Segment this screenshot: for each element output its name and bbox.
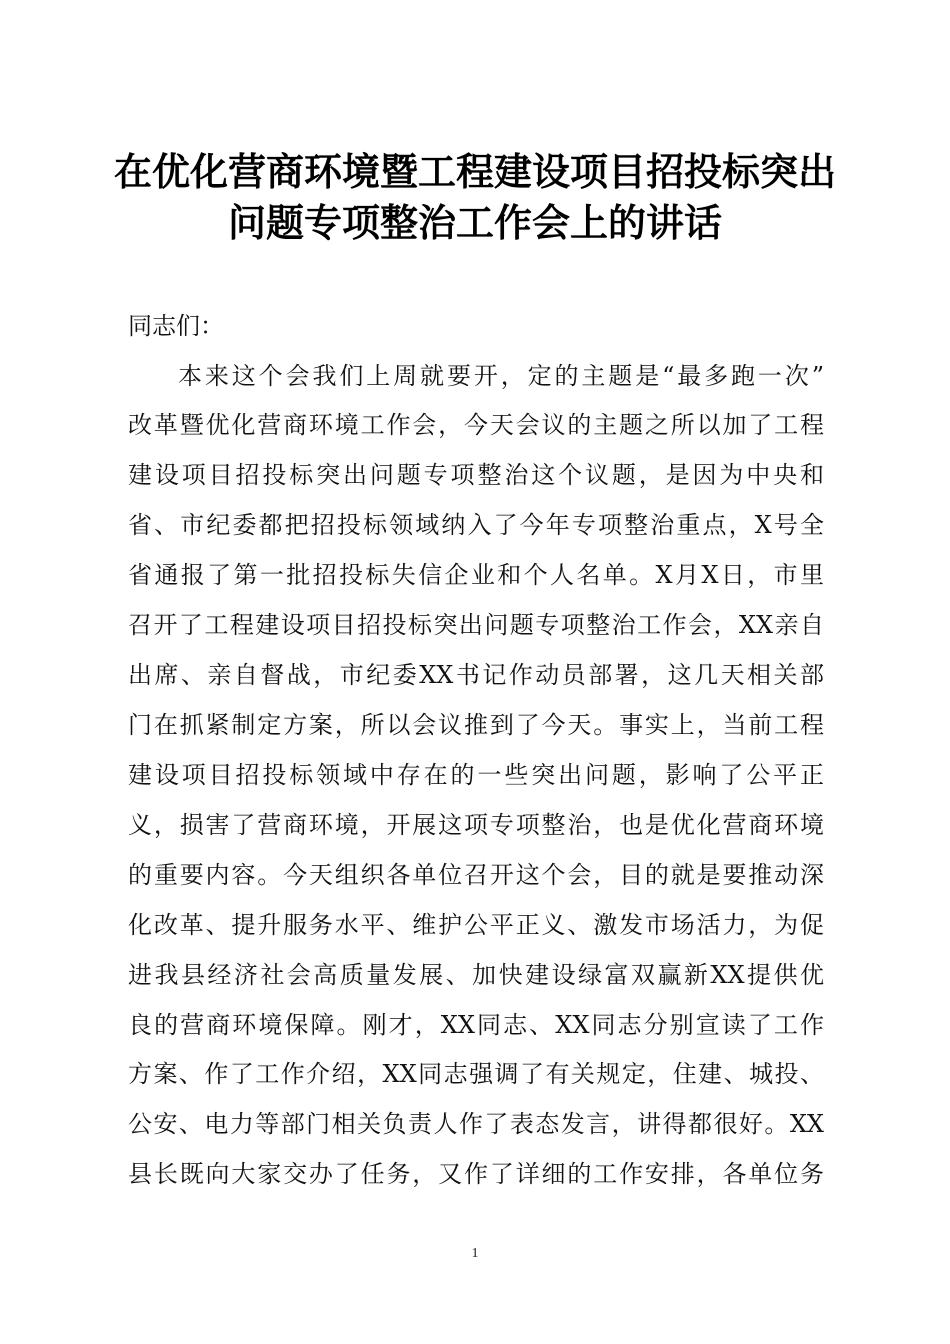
body-line: 义，损害了营商环境，开展这项专项整治，也是优化营商环境 (128, 811, 824, 839)
body-line: 进我县经济社会高质量发展、加快建设绿富双赢新XX提供优 (128, 961, 824, 989)
body-line: 良的营商环境保障。刚才，XX同志、XX同志分别宣读了工作 (128, 1011, 824, 1039)
body-line: 的重要内容。今天组织各单位召开这个会，目的就是要推动深 (128, 861, 824, 889)
document-title-line-1: 在优化营商环境暨工程建设项目招投标突出 (113, 149, 836, 194)
body-line: 建设项目招投标突出问题专项整治这个议题，是因为中央和 (128, 461, 824, 489)
body-line: 省、市纪委都把招投标领域纳入了今年专项整治重点，X号全 (128, 511, 824, 539)
document-title-line-2: 问题专项整治工作会上的讲话 (227, 200, 722, 245)
page-number: 1 (471, 1246, 479, 1261)
body-line: 出席、亲自督战，市纪委XX书记作动员部署，这几天相关部 (128, 661, 824, 689)
body-line: 召开了工程建设项目招投标突出问题专项整治工作会，XX亲自 (128, 611, 824, 639)
body-line: 公安、电力等部门相关负责人作了表态发言，讲得都很好。XX (128, 1110, 824, 1138)
body-line: 省通报了第一批招投标失信企业和个人名单。X月X日，市里 (128, 561, 824, 589)
body-line: 化改革、提升服务水平、维护公平正义、激发市场活力，为促 (128, 911, 824, 939)
body-line: 建设项目招投标领域中存在的一些突出问题，影响了公平正 (128, 761, 824, 789)
salutation: 同志们： (128, 312, 224, 340)
body-line: 改革暨优化营商环境工作会，今天会议的主题之所以加了工程 (128, 411, 824, 439)
body-line: 门在抓紧制定方案，所以会议推到了今天。事实上，当前工程 (128, 711, 824, 739)
body-line: 县长既向大家交办了任务，又作了详细的工作安排，各单位务 (128, 1160, 824, 1188)
body-line: 本来这个会我们上周就要开，定的主题是“最多跑一次” (178, 362, 824, 390)
body-line: 方案、作了工作介绍，XX同志强调了有关规定，住建、城投、 (128, 1060, 824, 1088)
